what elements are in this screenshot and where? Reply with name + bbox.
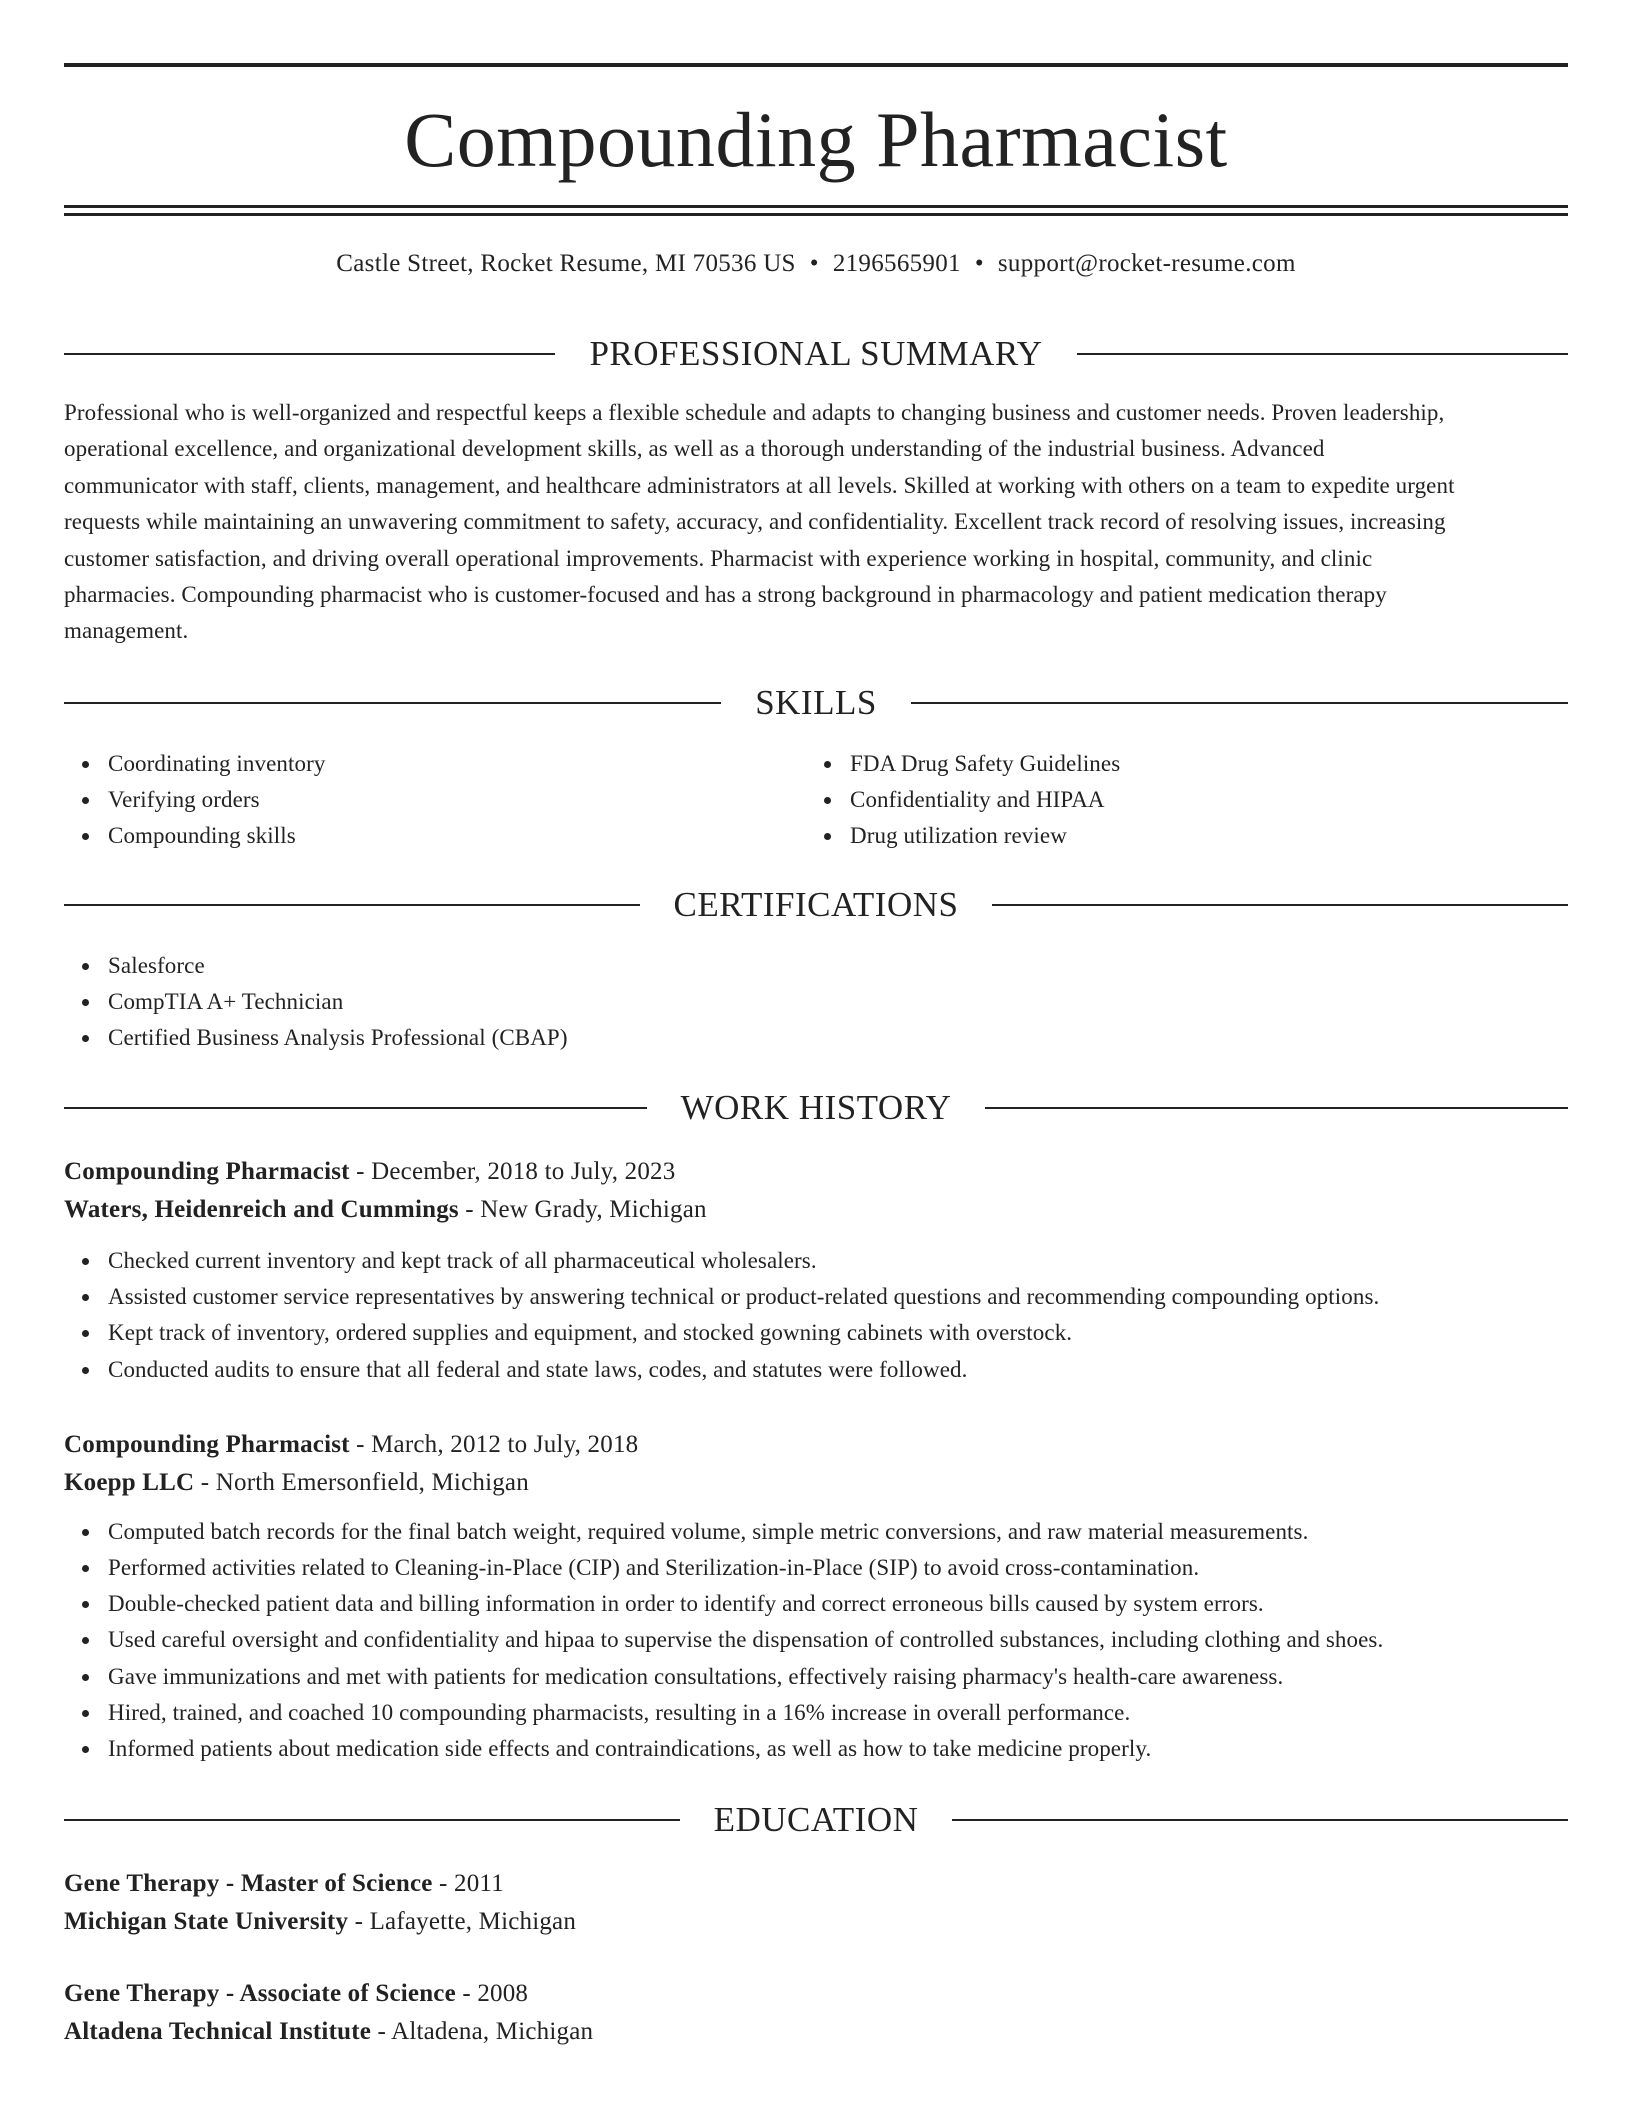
section-title: CERTIFICATIONS — [673, 885, 959, 924]
section-heading-work — [64, 1090, 1568, 1125]
section-title: EDUCATION — [713, 1800, 919, 1839]
list-item: Assisted customer service representatives by answering technical or product-related questions and recommending compounding options. — [108, 1279, 1568, 1315]
job-entry — [64, 1153, 1568, 1388]
degree-line — [64, 1865, 1568, 1903]
work-history-section — [64, 1090, 1568, 1767]
section-heading-certifications — [64, 887, 1568, 922]
job-title-line — [64, 1153, 1568, 1191]
resume-name: Compounding Pharmacist — [404, 96, 1228, 183]
job-location: - North Emersonfield, Michigan — [194, 1468, 529, 1496]
job-company: Waters, Heidenreich and Cummings — [64, 1196, 459, 1223]
list-item: Informed patients about medication side effects and contraindications, as well as how to take medicine properly. — [108, 1731, 1568, 1767]
degree-year: - 2008 — [455, 1980, 529, 2007]
job-company-line — [64, 1464, 1568, 1502]
summary-line: Professional who is well-organized and respectful keeps a flexible schedule and adapts to changing business and customer needs. Proven leadership, — [64, 400, 1445, 425]
degree: Gene Therapy - Master of Science — [64, 1870, 433, 1897]
heading-rule-right — [952, 1819, 1568, 1821]
contact-separator: • — [974, 250, 984, 277]
heading-rule-right — [992, 904, 1568, 906]
list-item: Conducted audits to ensure that all federal and state laws, codes, and statutes were followed. — [108, 1352, 1568, 1388]
header-double-rule — [64, 205, 1568, 216]
skills-grid — [64, 746, 1568, 855]
contact-separator: • — [809, 250, 819, 277]
school-line — [64, 1903, 1568, 1941]
list-item: Confidentiality and HIPAA — [850, 782, 1548, 818]
summary-line: operational excellence, and organizational development skills, as well as a thorough understanding of the industrial business. Advanced — [64, 436, 1325, 462]
degree-line — [64, 1975, 1568, 2013]
contact-phone: 2196565901 — [832, 250, 961, 277]
list-item: Coordinating inventory — [108, 746, 806, 782]
skills-list — [64, 746, 806, 855]
skills-column-left — [64, 746, 806, 855]
summary-line: management. — [64, 618, 189, 644]
job-company-line — [64, 1191, 1568, 1229]
list-item: Kept track of inventory, ordered supplies and equipment, and stocked gowning cabinets with overstock. — [108, 1315, 1568, 1351]
list-item: Checked current inventory and kept track of all pharmaceutical wholesalers. — [108, 1243, 1568, 1279]
summary-section — [64, 336, 1568, 650]
heading-rule-right — [985, 1107, 1568, 1109]
school-line — [64, 2013, 1568, 2051]
list-item: CompTIA A+ Technician — [108, 984, 1568, 1020]
skills-section — [64, 685, 1568, 855]
list-item: Drug utilization review — [850, 818, 1548, 854]
list-item: Hired, trained, and coached 10 compounding pharmacists, resulting in a 16% increase in overall performance. — [108, 1695, 1568, 1731]
school-location: - Altadena, Michigan — [371, 2018, 594, 2045]
heading-rule-left — [64, 904, 640, 906]
job-bullets — [64, 1514, 1568, 1767]
list-item: FDA Drug Safety Guidelines — [850, 746, 1548, 782]
school: Altadena Technical Institute — [64, 2018, 372, 2045]
list-item: Computed batch records for the final batch weight, required volume, simple metric conversions, and raw material measurements. — [108, 1514, 1568, 1550]
heading-rule-left — [64, 1107, 647, 1109]
skills-list — [806, 746, 1548, 855]
summary-line: requests while maintaining an unwavering commitment to safety, accuracy, and confidentiality. Excellent track record of resolving issues, increasing — [64, 509, 1446, 535]
job-title: Compounding Pharmacist — [64, 1158, 350, 1185]
list-item: Verifying orders — [108, 782, 806, 818]
heading-rule-left — [64, 702, 721, 704]
certifications-list — [64, 948, 1568, 1057]
job-dates: - March, 2012 to July, 2018 — [349, 1430, 639, 1458]
section-title: WORK HISTORY — [680, 1088, 952, 1127]
list-item: Performed activities related to Cleaning-in-Place (CIP) and Sterilization-in-Place (SIP) to avoid cross-contamination. — [108, 1550, 1568, 1586]
certifications-section — [64, 887, 1568, 1057]
list-item: Salesforce — [108, 948, 1568, 984]
education-entry — [64, 1865, 1568, 1941]
school: Michigan State University — [64, 1908, 349, 1935]
contact-line — [64, 250, 1568, 278]
heading-rule-right — [1077, 353, 1568, 355]
list-item: Gave immunizations and met with patients for medication consultations, effectively raising pharmacy's health-care awareness. — [108, 1659, 1568, 1695]
job-bullets — [64, 1243, 1568, 1388]
education-entry — [64, 1975, 1568, 2051]
job-title-line — [64, 1426, 1568, 1464]
heading-rule-right — [911, 702, 1568, 704]
section-title: PROFESSIONAL SUMMARY — [589, 334, 1043, 373]
summary-line: customer satisfaction, and driving overall operational improvements. Pharmacist with experience working in hospital, community, and clinic — [64, 545, 1373, 571]
degree-year: - 2011 — [432, 1870, 504, 1897]
job-location: - New Grady, Michigan — [458, 1196, 707, 1223]
summary-line: communicator with staff, clients, management, and healthcare administrators at all levels. Skilled at working with others on a team to expedite urgent — [64, 472, 1455, 498]
list-item: Certified Business Analysis Professional (CBAP) — [108, 1020, 1568, 1056]
job-company: Koepp LLC — [64, 1468, 195, 1496]
summary-line: pharmacies. Compounding pharmacist who is customer-focused and has a strong background in pharmacology and patient medication therapy — [64, 582, 1387, 608]
section-heading-skills — [64, 685, 1568, 720]
education-section — [64, 1802, 1568, 2051]
section-heading-summary — [64, 336, 1568, 371]
job-entry — [64, 1426, 1568, 1767]
skills-column-right — [806, 746, 1548, 855]
heading-rule-left — [64, 353, 555, 355]
summary-paragraph — [64, 395, 1568, 650]
job-title: Compounding Pharmacist — [64, 1430, 350, 1458]
list-item: Used careful oversight and confidentiality and hipaa to supervise the dispensation of controlled substances, including clothing and shoes. — [108, 1622, 1568, 1658]
list-item: Compounding skills — [108, 818, 806, 854]
job-dates: - December, 2018 to July, 2023 — [349, 1158, 676, 1185]
contact-email: support@rocket-resume.com — [997, 250, 1296, 277]
contact-address: Castle Street, Rocket Resume, MI 70536 US — [336, 250, 796, 277]
heading-rule-left — [64, 1819, 680, 1821]
section-title: SKILLS — [755, 683, 877, 722]
list-item: Double-checked patient data and billing information in order to identify and correct erroneous bills caused by system errors. — [108, 1586, 1568, 1622]
degree: Gene Therapy - Associate of Science — [64, 1980, 456, 2007]
school-location: - Lafayette, Michigan — [348, 1908, 577, 1935]
section-heading-education — [64, 1802, 1568, 1837]
